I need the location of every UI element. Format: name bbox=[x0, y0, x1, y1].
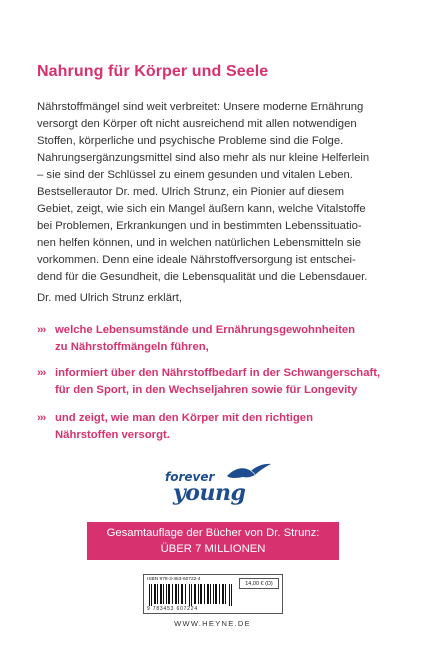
bullet-line: und zeigt, wie man den Körper mit den richtigen bbox=[55, 412, 313, 424]
intro-line: versorgt den Körper oft nicht ausreichend mit allen notwendigen bbox=[37, 118, 357, 130]
intro-line: bei Problemen, Erkrankungen und in bestimmten Lebenssituatio- bbox=[37, 220, 362, 232]
barcode-area bbox=[143, 574, 283, 614]
intro-line: Nährstoffmängel sind weit verbreitet: Unsere moderne Ernährung bbox=[37, 101, 364, 113]
intro-line: Nahrungsergänzungsmittel sind also mehr als nur kleine Helferlein bbox=[37, 152, 370, 164]
intro-line: Gebiet, zeigt, wie sich ein Mangel äußern kann, welche Vitalstoffe bbox=[37, 203, 366, 215]
barcode-icon bbox=[147, 584, 235, 606]
intro-line: – sie sind der Schlüssel zu einem gesunden und vitalen Leben. bbox=[37, 169, 353, 181]
intro-line: Stoffen, körperliche und psychische Probleme sind die Folge. bbox=[37, 135, 344, 147]
intro-paragraph bbox=[37, 99, 397, 286]
bullet-line: Nährstoffen versorgt. bbox=[55, 429, 170, 441]
eagle-icon bbox=[225, 462, 273, 484]
logo-word-forever: forever bbox=[165, 470, 215, 484]
bullet-line: informiert über den Nährstoffbedarf in der Schwangerschaft, bbox=[55, 367, 381, 379]
intro-line: vorkommen. Denn eine ideale Nährstoffversorgung ist entschei- bbox=[37, 254, 356, 266]
sales-banner bbox=[87, 522, 339, 560]
bullet-marker-icon: ››› bbox=[37, 324, 46, 336]
intro-line: nen helfen können, und in welchen natürlichen Lebensmitteln sie bbox=[37, 237, 362, 249]
heading: Nahrung für Körper und Seele bbox=[37, 63, 269, 80]
bullet-marker-icon: ››› bbox=[37, 412, 46, 424]
isbn-text: ISBN 978-3-453-60722-4 bbox=[147, 577, 201, 582]
bullet-line: welche Lebensumstände und Ernährungsgewohnheiten bbox=[55, 324, 356, 336]
author-explains: Dr. med Ulrich Strunz erklärt, bbox=[37, 292, 183, 304]
price-label: 14,00 € (D) bbox=[239, 578, 279, 589]
logo-word-young: young bbox=[173, 480, 246, 506]
banner-line-2: ÜBER 7 MILLIONEN bbox=[160, 543, 266, 555]
forever-young-logo bbox=[165, 462, 275, 522]
bullet-line: für den Sport, in den Wechseljahren sowie für Longevity bbox=[55, 384, 358, 396]
publisher-url: WWW.HEYNE.DE bbox=[174, 619, 251, 628]
bullet-line: zu Nährstoffmängeln führen, bbox=[55, 341, 209, 353]
banner-line-1: Gesamtauflage der Bücher von Dr. Strunz: bbox=[106, 527, 320, 539]
intro-line: dend für die Gesundheit, die Lebensqualität und die Lebensdauer. bbox=[37, 271, 368, 283]
barcode-digits: 9 783453 607224 bbox=[147, 606, 198, 612]
bullet-marker-icon: ››› bbox=[37, 367, 46, 379]
intro-line: Bestsellerautor Dr. med. Ulrich Strunz, ein Pionier auf diesem bbox=[37, 186, 345, 198]
